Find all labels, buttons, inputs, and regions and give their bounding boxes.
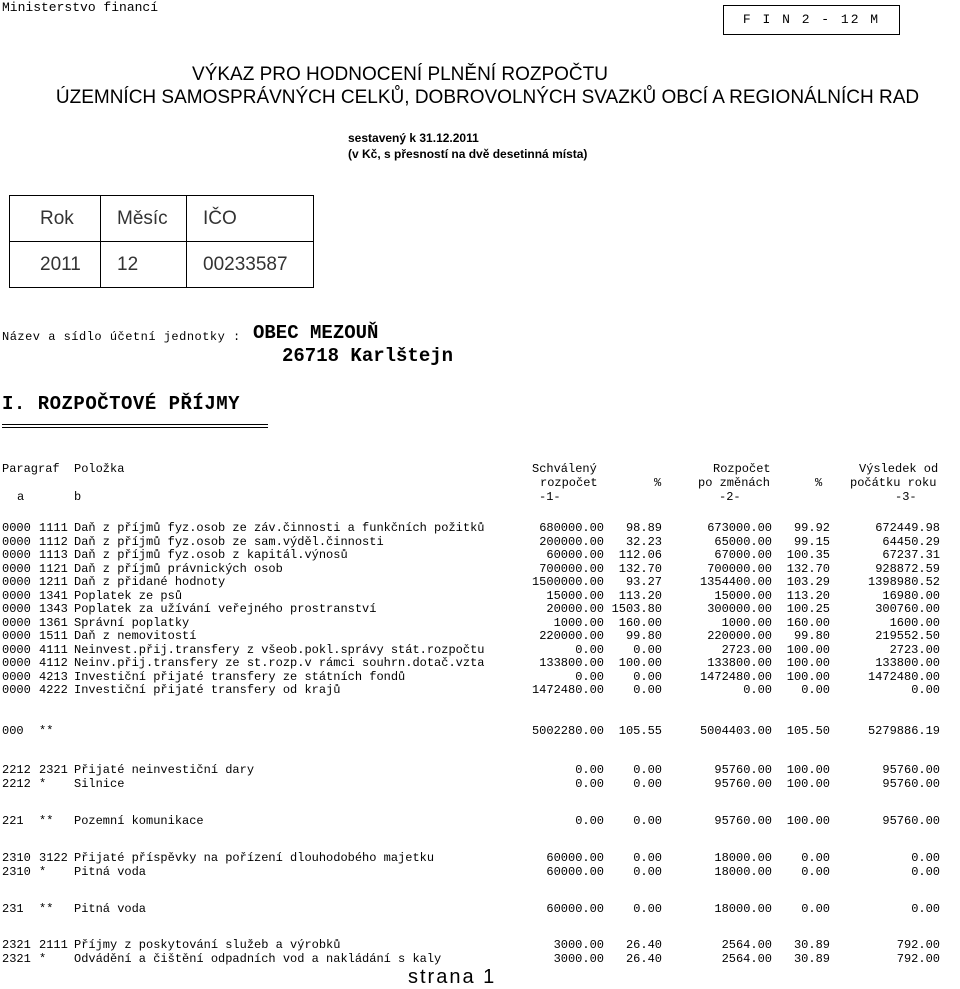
- approved-budget: 5002280.00: [531, 724, 604, 738]
- paragraf-cell: 0000: [2, 656, 31, 670]
- approved-pct: 160.00: [618, 616, 662, 630]
- item-name: Přijaté neinvestiční dary: [74, 763, 255, 777]
- revised-pct: 105.50: [786, 724, 830, 738]
- revised-pct: 103.29: [786, 575, 830, 589]
- result-ytd: 1398980.52: [867, 575, 940, 589]
- col-paragraf: Paragraf: [2, 462, 60, 476]
- table-row: [2, 725, 940, 738]
- id-labels-row: [10, 196, 314, 242]
- result-ytd: 5279886.19: [867, 724, 940, 738]
- revised-pct: 99.92: [793, 521, 830, 535]
- approved-budget: 20000.00: [546, 602, 604, 616]
- revised-budget: 1354400.00: [699, 575, 772, 589]
- approved-pct: 0.00: [633, 902, 662, 916]
- revised-budget: 1000.00: [721, 616, 772, 630]
- col-3: -3-: [895, 490, 917, 504]
- col-b: b: [74, 490, 82, 504]
- polozka-cell: 4222: [39, 683, 68, 697]
- revised-budget: 5004403.00: [699, 724, 772, 738]
- polozka-cell: *: [39, 777, 47, 791]
- table-row: [2, 953, 940, 966]
- approved-pct: 0.00: [633, 643, 662, 657]
- revised-budget: 2564.00: [721, 938, 772, 952]
- approved-budget: 200000.00: [539, 535, 604, 549]
- item-name: Přijaté příspěvky na pořízení dlouhodobého majetku: [74, 851, 435, 865]
- polozka-cell: 3122: [39, 851, 68, 865]
- table-row: [2, 630, 940, 643]
- paragraf-cell: 0000: [2, 643, 31, 657]
- revised-pct: 100.35: [786, 548, 830, 562]
- paragraf-cell: 0000: [2, 602, 31, 616]
- paragraf-cell: 000: [2, 724, 24, 738]
- approved-pct: 0.00: [633, 777, 662, 791]
- approved-budget: 60000.00: [546, 865, 604, 879]
- revised-budget: 2723.00: [721, 643, 772, 657]
- col-a: a: [17, 490, 25, 504]
- table-row: [2, 684, 940, 697]
- polozka-cell: *: [39, 865, 47, 879]
- revised-budget: 2564.00: [721, 952, 772, 966]
- col-pct-1: %: [654, 476, 662, 490]
- table-row: [2, 549, 940, 562]
- report-title-line2: ÚZEMNÍCH SAMOSPRÁVNÝCH CELKŮ, DOBROVOLNÝCH SVAZKŮ OBCÍ A REGIONÁLNÍCH RAD: [55, 87, 920, 108]
- revised-pct: 99.80: [793, 629, 830, 643]
- table-row: [2, 852, 940, 865]
- result-ytd: 1600.00: [889, 616, 940, 630]
- revised-budget: 18000.00: [714, 851, 772, 865]
- approved-pct: 0.00: [633, 851, 662, 865]
- col-pocatku: počátku roku: [850, 476, 937, 490]
- revised-pct: 100.00: [786, 777, 830, 791]
- item-name: Správní poplatky: [74, 616, 190, 630]
- approved-budget: 1472480.00: [531, 683, 604, 697]
- result-ytd: 792.00: [896, 938, 940, 952]
- approved-pct: 0.00: [633, 683, 662, 697]
- table-row: [2, 778, 940, 791]
- polozka-cell: **: [39, 902, 54, 916]
- revised-pct: 0.00: [801, 851, 830, 865]
- item-name: Daň z příjmů fyz.osob z kapitál.výnosů: [74, 548, 348, 562]
- approved-pct: 100.00: [618, 656, 662, 670]
- paragraf-cell: 0000: [2, 535, 31, 549]
- approved-budget: 133800.00: [539, 656, 604, 670]
- approved-pct: 0.00: [633, 865, 662, 879]
- revised-pct: 100.00: [786, 814, 830, 828]
- result-ytd: 95760.00: [882, 777, 940, 791]
- approved-budget: 60000.00: [546, 902, 604, 916]
- section-underline: [2, 427, 268, 428]
- revised-budget: 673000.00: [707, 521, 772, 535]
- item-name: Pitná voda: [74, 865, 147, 879]
- col-schvaleny: Schválený: [532, 462, 597, 476]
- approved-pct: 1503.80: [611, 602, 662, 616]
- compiled-date: sestavený k 31.12.2011: [348, 131, 479, 145]
- item-name: Poplatek ze psů: [74, 589, 183, 603]
- revised-pct: 100.00: [786, 763, 830, 777]
- col-polozka: Položka: [74, 462, 125, 476]
- revised-pct: 132.70: [786, 562, 830, 576]
- revised-pct: 99.15: [793, 535, 830, 549]
- revised-budget: 15000.00: [714, 589, 772, 603]
- item-name: Poplatek za užívání veřejného prostranství: [74, 602, 377, 616]
- approved-pct: 26.40: [625, 952, 662, 966]
- month-value: 12: [101, 242, 187, 288]
- ico-label: IČO: [187, 196, 314, 242]
- revised-budget: 18000.00: [714, 865, 772, 879]
- revised-budget: 95760.00: [714, 814, 772, 828]
- polozka-cell: 4111: [39, 643, 68, 657]
- revised-budget: 95760.00: [714, 763, 772, 777]
- revised-budget: 65000.00: [714, 535, 772, 549]
- col-2: -2-: [719, 490, 741, 504]
- approved-budget: 15000.00: [546, 589, 604, 603]
- polozka-cell: 1112: [39, 535, 68, 549]
- approved-budget: 0.00: [575, 643, 604, 657]
- approved-budget: 3000.00: [553, 952, 604, 966]
- result-ytd: 133800.00: [875, 656, 940, 670]
- approved-pct: 32.23: [625, 535, 662, 549]
- approved-budget: 60000.00: [546, 548, 604, 562]
- polozka-cell: 1511: [39, 629, 68, 643]
- id-values-row: [10, 242, 314, 288]
- year-value: 2011: [10, 242, 101, 288]
- col-rozpocet-a: rozpočet: [540, 476, 598, 490]
- item-name: Daň z příjmů fyz.osob ze záv.činnosti a funkčních požitků: [74, 521, 485, 535]
- paragraf-cell: 0000: [2, 616, 31, 630]
- paragraf-cell: 2321: [2, 938, 31, 952]
- revised-pct: 30.89: [793, 952, 830, 966]
- polozka-cell: 1111: [39, 521, 68, 535]
- table-row: [2, 603, 940, 616]
- result-ytd: 219552.50: [875, 629, 940, 643]
- paragraf-cell: 0000: [2, 562, 31, 576]
- col-rozpocet-b: Rozpočet: [713, 462, 771, 476]
- paragraf-cell: 2310: [2, 865, 31, 879]
- item-name: Neinv.přij.transfery ze st.rozp.v rámci souhrn.dotač.vzta: [74, 656, 485, 670]
- polozka-cell: **: [39, 724, 54, 738]
- unit-name: OBEC MEZOUŇ: [253, 322, 379, 344]
- revised-pct: 30.89: [793, 938, 830, 952]
- month-label: Měsíc: [101, 196, 187, 242]
- revised-budget: 95760.00: [714, 777, 772, 791]
- result-ytd: 672449.98: [875, 521, 940, 535]
- revised-budget: 133800.00: [707, 656, 772, 670]
- paragraf-cell: 0000: [2, 670, 31, 684]
- result-ytd: 0.00: [911, 902, 940, 916]
- approved-pct: 0.00: [633, 814, 662, 828]
- col-po-zmenach: po změnách: [698, 476, 771, 490]
- section-title: I. ROZPOČTOVÉ PŘÍJMY: [2, 393, 241, 415]
- approved-budget: 220000.00: [539, 629, 604, 643]
- result-ytd: 67237.31: [882, 548, 940, 562]
- item-name: Odvádění a čištění odpadních vod a nakládání s kaly: [74, 952, 442, 966]
- approved-budget: 1000.00: [553, 616, 604, 630]
- approved-budget: 0.00: [575, 777, 604, 791]
- approved-pct: 0.00: [633, 763, 662, 777]
- result-ytd: 300760.00: [875, 602, 940, 616]
- approved-budget: 60000.00: [546, 851, 604, 865]
- polozka-cell: 1121: [39, 562, 68, 576]
- item-name: Příjmy z poskytování služeb a výrobků: [74, 938, 341, 952]
- paragraf-cell: 231: [2, 902, 24, 916]
- polozka-cell: 1211: [39, 575, 68, 589]
- revised-pct: 0.00: [801, 683, 830, 697]
- polozka-cell: 1361: [39, 616, 68, 630]
- result-ytd: 16980.00: [882, 589, 940, 603]
- item-name: Pozemní komunikace: [74, 814, 204, 828]
- table-row: [2, 522, 940, 535]
- result-ytd: 2723.00: [889, 643, 940, 657]
- item-name: Daň z příjmů právnických osob: [74, 562, 283, 576]
- revised-budget: 18000.00: [714, 902, 772, 916]
- approved-pct: 132.70: [618, 562, 662, 576]
- item-name: Investiční přijaté transfery ze státních fondů: [74, 670, 406, 684]
- table-row: [2, 903, 940, 916]
- paragraf-cell: 0000: [2, 683, 31, 697]
- unit-label: Název a sídlo účetní jednotky :: [2, 330, 241, 344]
- table-row: [2, 657, 940, 670]
- paragraf-cell: 0000: [2, 575, 31, 589]
- ico-value: 00233587: [187, 242, 314, 288]
- approved-pct: 93.27: [625, 575, 662, 589]
- form-code-box: [723, 5, 900, 35]
- approved-budget: 0.00: [575, 814, 604, 828]
- item-name: Daň z příjmů fyz.osob ze sam.výděl.činnosti: [74, 535, 384, 549]
- approved-budget: 700000.00: [539, 562, 604, 576]
- item-name: Daň z nemovitostí: [74, 629, 197, 643]
- result-ytd: 95760.00: [882, 763, 940, 777]
- table-row: [2, 764, 940, 777]
- table-row: [2, 815, 940, 828]
- col-vysledek: Výsledek od: [859, 462, 939, 476]
- polozka-cell: 1341: [39, 589, 68, 603]
- paragraf-cell: 2321: [2, 952, 31, 966]
- revised-pct: 0.00: [801, 902, 830, 916]
- paragraf-cell: 0000: [2, 629, 31, 643]
- revised-budget: 0.00: [743, 683, 772, 697]
- paragraf-cell: 2212: [2, 763, 31, 777]
- approved-budget: 0.00: [575, 763, 604, 777]
- approved-pct: 0.00: [633, 670, 662, 684]
- approved-pct: 26.40: [625, 938, 662, 952]
- revised-pct: 100.00: [786, 643, 830, 657]
- polozka-cell: 2321: [39, 763, 68, 777]
- revised-pct: 100.00: [786, 670, 830, 684]
- report-title-line1: VÝKAZ PRO HODNOCENÍ PLNĚNÍ ROZPOČTU: [192, 64, 608, 85]
- revised-pct: 0.00: [801, 865, 830, 879]
- approved-pct: 98.89: [625, 521, 662, 535]
- revised-budget: 220000.00: [707, 629, 772, 643]
- result-ytd: 64450.29: [882, 535, 940, 549]
- ministry-name: Ministerstvo financí: [2, 0, 159, 15]
- approved-pct: 113.20: [618, 589, 662, 603]
- result-ytd: 1472480.00: [867, 670, 940, 684]
- polozka-cell: 1343: [39, 602, 68, 616]
- polozka-cell: *: [39, 952, 47, 966]
- units-note: (v Kč, s přesností na dvě desetinná místa): [348, 147, 588, 161]
- polozka-cell: 4112: [39, 656, 68, 670]
- table-row: [2, 576, 940, 589]
- item-name: Investiční přijaté transfery od krajů: [74, 683, 341, 697]
- polozka-cell: 2111: [39, 938, 68, 952]
- page-number: strana 1: [408, 966, 497, 988]
- identification-table: [9, 195, 314, 288]
- revised-budget: 700000.00: [707, 562, 772, 576]
- paragraf-cell: 2310: [2, 851, 31, 865]
- approved-pct: 112.06: [618, 548, 662, 562]
- form-code: F I N 2 - 12 M: [742, 12, 881, 27]
- approved-budget: 1500000.00: [531, 575, 604, 589]
- item-name: Pitná voda: [74, 902, 147, 916]
- approved-pct: 105.55: [618, 724, 662, 738]
- paragraf-cell: 221: [2, 814, 24, 828]
- revised-pct: 160.00: [786, 616, 830, 630]
- polozka-cell: 1113: [39, 548, 68, 562]
- paragraf-cell: 0000: [2, 548, 31, 562]
- paragraf-cell: 0000: [2, 589, 31, 603]
- revised-budget: 1472480.00: [699, 670, 772, 684]
- year-label: Rok: [10, 196, 101, 242]
- approved-pct: 99.80: [625, 629, 662, 643]
- result-ytd: 0.00: [911, 683, 940, 697]
- approved-budget: 3000.00: [553, 938, 604, 952]
- revised-budget: 67000.00: [714, 548, 772, 562]
- result-ytd: 95760.00: [882, 814, 940, 828]
- result-ytd: 0.00: [911, 851, 940, 865]
- polozka-cell: **: [39, 814, 54, 828]
- paragraf-cell: 0000: [2, 521, 31, 535]
- item-name: Daň z přidané hodnoty: [74, 575, 226, 589]
- revised-pct: 100.25: [786, 602, 830, 616]
- result-ytd: 0.00: [911, 865, 940, 879]
- revised-pct: 100.00: [786, 656, 830, 670]
- result-ytd: 928872.59: [875, 562, 940, 576]
- revised-budget: 300000.00: [707, 602, 772, 616]
- section-underline: [2, 424, 268, 425]
- approved-budget: 680000.00: [539, 521, 604, 535]
- table-row: [2, 866, 940, 879]
- result-ytd: 792.00: [896, 952, 940, 966]
- approved-budget: 0.00: [575, 670, 604, 684]
- item-name: Neinvest.přij.transfery z všeob.pokl.správy stát.rozpočtu: [74, 643, 485, 657]
- table-row: [2, 939, 940, 952]
- item-name: Silnice: [74, 777, 125, 791]
- revised-pct: 113.20: [786, 589, 830, 603]
- unit-address: 26718 Karlštejn: [282, 345, 454, 367]
- paragraf-cell: 2212: [2, 777, 31, 791]
- col-pct-2: %: [815, 476, 823, 490]
- col-1: -1-: [539, 490, 561, 504]
- polozka-cell: 4213: [39, 670, 68, 684]
